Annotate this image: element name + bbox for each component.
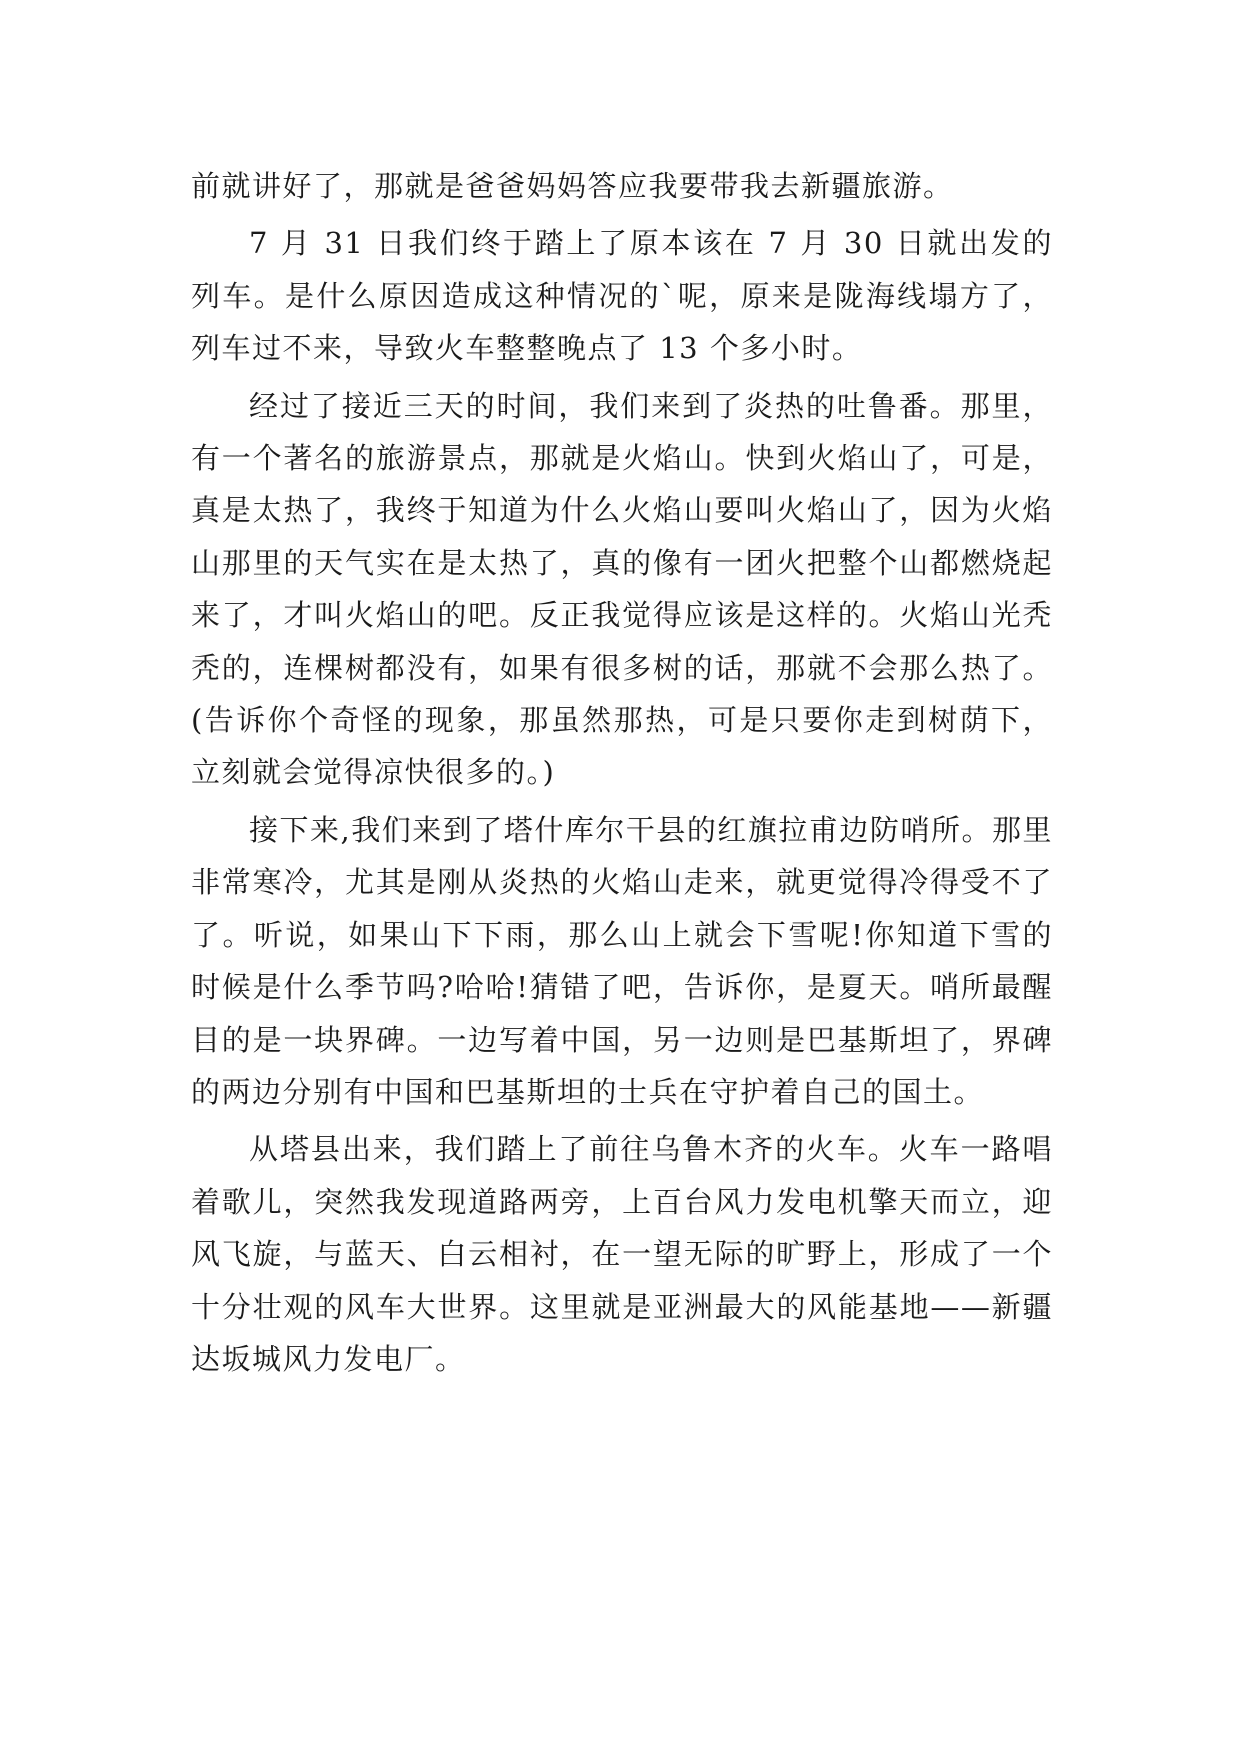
- article-body: [191, 160, 1053, 1390]
- paragraph-4: 接下来,我们来到了塔什库尔干县的红旗拉甫边防哨所。那里非常寒冷，尤其是刚从炎热的火焰山走来，就更觉得冷得受不了了。听说，如果山下下雨，那么山上就会下雪呢!你知道下雪的时候是什么季节吗?哈哈!猜错了吧，告诉你，是夏天。哨所最醒目的是一块界碑。一边写着中国，另一边则是巴基斯坦了，界碑的两边分别有中国和巴基斯坦的士兵在守护着自己的国土。: [191, 812, 1053, 1109]
- paragraph-2: 7 月 31 日我们终于踏上了原本该在 7 月 30 日就出发的列车。是什么原因造成这种情况的`呢，原来是陇海线塌方了，列车过不来，导致火车整整晚点了 13 个多小时。: [191, 226, 1053, 366]
- paragraph-5: 从塔县出来，我们踏上了前往乌鲁木齐的火车。火车一路唱着歌儿，突然我发现道路两旁，上百台风力发电机擎天而立，迎风飞旋，与蓝天、白云相衬，在一望无际的旷野上，形成了一个十分壮观的风车大世界。这里就是亚洲最大的风能基地——新疆达坂城风力发电厂。: [191, 1132, 1053, 1376]
- paragraph-1: 前就讲好了，那就是爸爸妈妈答应我要带我去新疆旅游。: [191, 169, 954, 203]
- paragraph-3: 经过了接近三天的时间，我们来到了炎热的吐鲁番。那里，有一个著名的旅游景点，那就是火焰山。快到火焰山了，可是，真是太热了，我终于知道为什么火焰山要叫火焰山了，因为火焰山那里的天气实在是太热了，真的像有一团火把整个山都燃烧起来了，才叫火焰山的吧。反正我觉得应该是这样的。火焰山光秃秃的，连棵树都没有，如果有很多树的话，那就不会那么热了。(告诉你个奇怪的现象，那虽然那热，可是只要你走到树荫下，立刻就会觉得凉快很多的。): [191, 388, 1053, 790]
